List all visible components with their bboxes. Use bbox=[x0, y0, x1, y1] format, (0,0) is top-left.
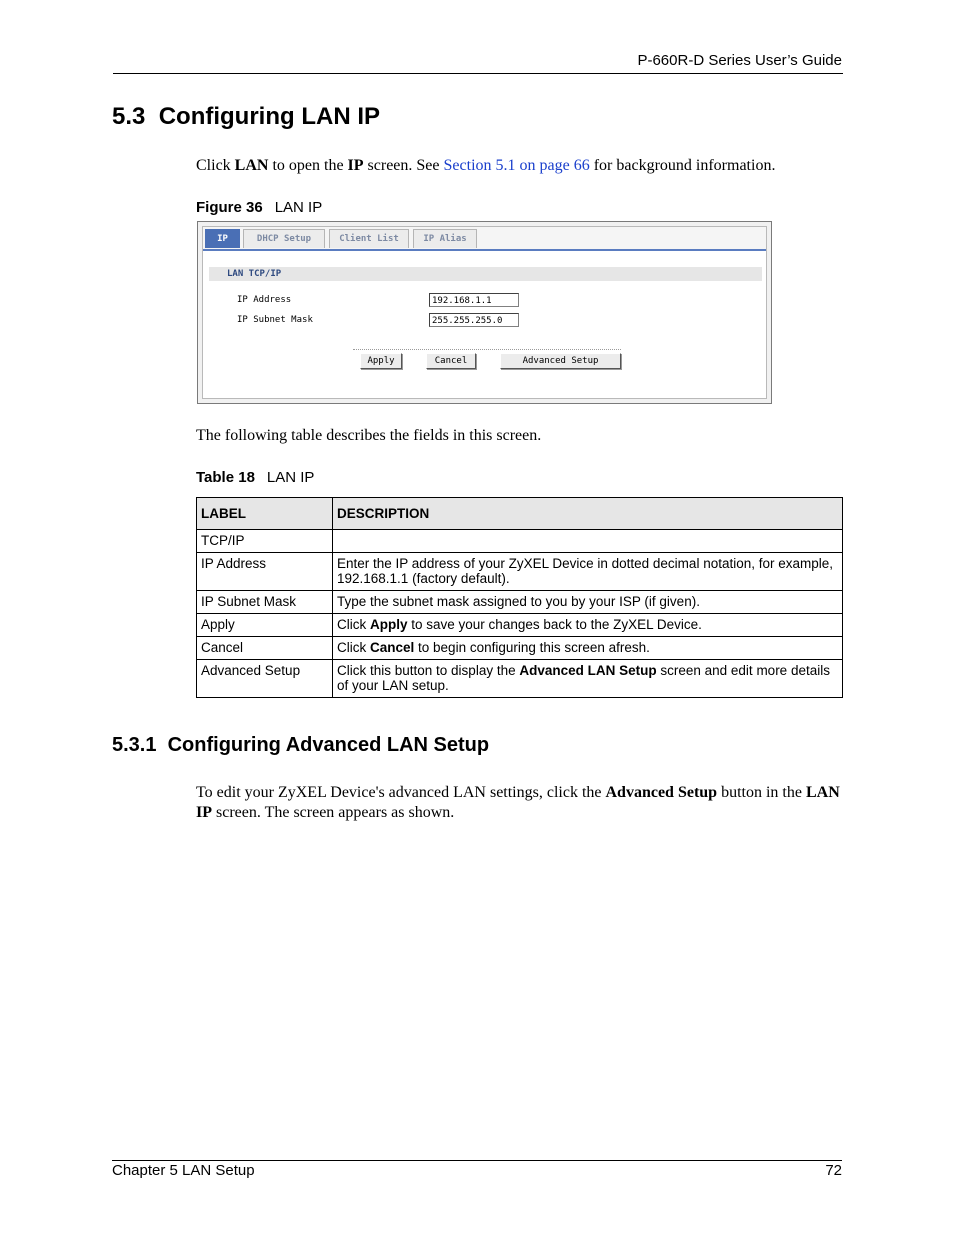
subnet-mask-input[interactable]: 255.255.255.0 bbox=[429, 313, 519, 327]
intro-bold-ip: IP bbox=[347, 157, 364, 174]
tab-ip[interactable]: IP bbox=[205, 229, 240, 248]
table-row bbox=[197, 591, 843, 614]
subsection-heading: 5.3.1 Configuring Advanced LAN Setup bbox=[112, 734, 490, 756]
desc-text: to save your changes back to the ZyXEL Device. bbox=[407, 617, 702, 632]
para-text: To edit your ZyXEL Device's advanced LAN settings, click the bbox=[196, 784, 606, 801]
advanced-setup-button[interactable]: Advanced Setup bbox=[500, 353, 621, 369]
intro-bold-lan: LAN bbox=[234, 157, 269, 174]
row-label: TCP/IP bbox=[197, 530, 333, 553]
row-label: IP Address bbox=[197, 553, 333, 591]
row-description bbox=[333, 637, 843, 660]
footer-chapter: Chapter 5 LAN Setup bbox=[112, 1162, 255, 1179]
table-row bbox=[197, 614, 843, 637]
intro-text: screen. See bbox=[363, 157, 444, 174]
running-header: P-660R-D Series User’s Guide bbox=[637, 52, 842, 69]
advanced-setup-paragraph bbox=[196, 783, 846, 823]
desc-text: Click bbox=[337, 640, 370, 655]
table-number: Table 18 bbox=[196, 469, 255, 486]
desc-text: screen and edit more details of your LAN setup. bbox=[337, 663, 830, 693]
desc-bold: Advanced LAN Setup bbox=[519, 663, 657, 678]
row-label: Advanced Setup bbox=[197, 660, 333, 698]
subnet-mask-label: IP Subnet Mask bbox=[237, 315, 313, 325]
lan-tcpip-section-title: LAN TCP/IP bbox=[209, 267, 762, 281]
desc-bold: Cancel bbox=[370, 640, 415, 655]
desc-text: Click this button to display the bbox=[337, 663, 520, 678]
intro-text: for background information. bbox=[589, 157, 776, 174]
intro-paragraph bbox=[196, 157, 775, 175]
table-intro-paragraph: The following table describes the fields in this screen. bbox=[196, 427, 542, 444]
para-bold-lan-ip: LAN IP bbox=[196, 784, 840, 821]
para-bold-advanced-setup: Advanced Setup bbox=[605, 784, 718, 801]
intro-text: to open the bbox=[268, 157, 348, 174]
section-link[interactable]: Section 5.1 on page 66 bbox=[443, 157, 590, 174]
footer-rule bbox=[112, 1160, 842, 1161]
column-header-label: LABEL bbox=[197, 498, 333, 530]
ip-address-input[interactable]: 192.168.1.1 bbox=[429, 293, 519, 307]
table-header-row bbox=[197, 498, 843, 530]
table-row bbox=[197, 637, 843, 660]
desc-text: Enter the IP address of your ZyXEL Device in dotted decimal notation, for example, 192.168.1.1 (factory default). bbox=[337, 556, 834, 586]
para-text: screen. The screen appears as shown. bbox=[212, 804, 455, 821]
tab-bar bbox=[203, 227, 766, 251]
desc-text: to begin configuring this screen afresh. bbox=[414, 640, 650, 655]
row-description bbox=[333, 591, 843, 614]
figure-number: Figure 36 bbox=[196, 199, 263, 216]
lan-ip-screenshot bbox=[197, 221, 772, 404]
row-description bbox=[333, 660, 843, 698]
screen-panel bbox=[202, 226, 767, 399]
tab-dhcp-setup[interactable]: DHCP Setup bbox=[243, 229, 325, 248]
row-description bbox=[333, 614, 843, 637]
ip-address-label: IP Address bbox=[237, 295, 292, 305]
button-separator bbox=[353, 349, 621, 350]
intro-text: Click bbox=[196, 157, 235, 174]
desc-text: Type the subnet mask assigned to you by your ISP (if given). bbox=[337, 594, 700, 609]
table-row bbox=[197, 553, 843, 591]
figure-caption bbox=[196, 199, 322, 216]
figure-title: LAN IP bbox=[274, 199, 323, 216]
row-description bbox=[333, 553, 843, 591]
column-header-description: DESCRIPTION bbox=[333, 498, 843, 530]
apply-button[interactable]: Apply bbox=[360, 353, 402, 369]
table-caption bbox=[196, 469, 314, 486]
row-label: Cancel bbox=[197, 637, 333, 660]
desc-bold: Apply bbox=[370, 617, 408, 632]
table-title: LAN IP bbox=[266, 469, 315, 486]
section-heading: 5.3 Configuring LAN IP bbox=[112, 103, 380, 130]
lan-ip-table bbox=[196, 497, 843, 698]
tab-client-list[interactable]: Client List bbox=[329, 229, 409, 248]
row-label: IP Subnet Mask bbox=[197, 591, 333, 614]
page-number: 72 bbox=[825, 1162, 842, 1179]
table-row bbox=[197, 530, 843, 553]
desc-text: Click bbox=[337, 617, 370, 632]
tab-ip-alias[interactable]: IP Alias bbox=[413, 229, 477, 248]
table-row bbox=[197, 660, 843, 698]
row-label: Apply bbox=[197, 614, 333, 637]
row-description bbox=[333, 530, 843, 553]
para-text: button in the bbox=[717, 784, 806, 801]
cancel-button[interactable]: Cancel bbox=[426, 353, 476, 369]
header-rule bbox=[113, 73, 843, 74]
